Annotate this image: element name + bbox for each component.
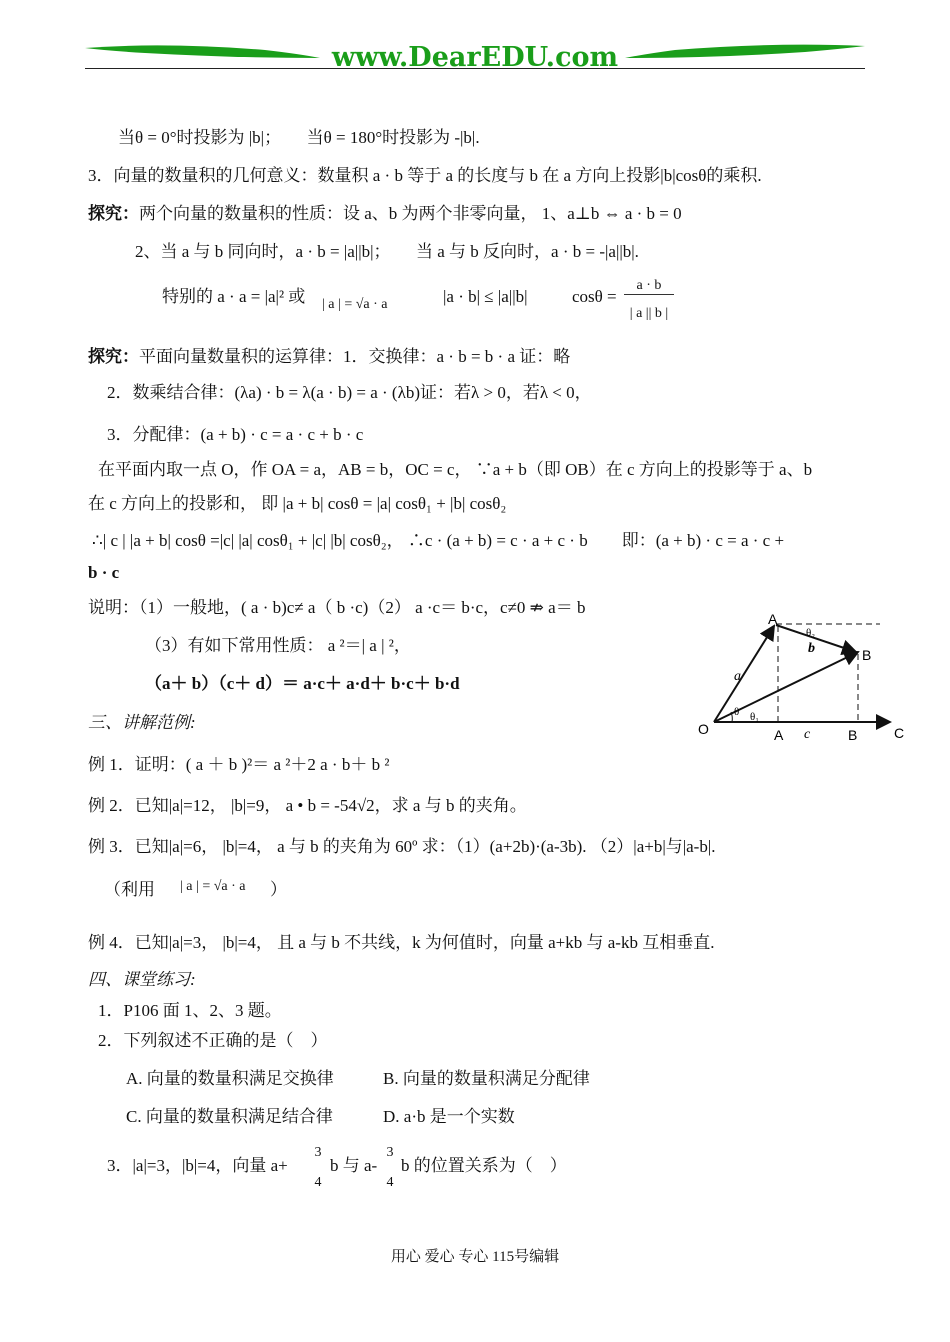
projection-diagram — [698, 612, 908, 747]
header-rule — [85, 68, 865, 69]
practice-3-part1: 3．|a|=3，|b|=4，向量 a+ — [107, 1156, 288, 1175]
cauchy-inequality: |a · b| ≤ |a||b| — [443, 287, 528, 306]
explore-heading-2: 探究： — [88, 347, 139, 366]
foot-b-label: B — [848, 727, 858, 743]
line-commutative: 平面向量数量积的运算律：1．交换律：a · b = b · a 证：略 — [139, 347, 571, 366]
line-projection-sum: 在 c 方向上的投影和， 即 |a + b| cosθ = |a| cosθ₁ + |b| cosθ₂ — [88, 494, 507, 513]
line-distributive: 3．分配律：(a + b) · c = a · c + b · c — [107, 425, 364, 444]
line-proof-setup: 在平面内取一点 O，作 OA = a，AB = b，OC = c， ∵a + b（即 OB）在 c 方向上的投影等于 a、b — [98, 460, 813, 479]
hint-prefix: （利用 — [104, 880, 155, 899]
cos-label: cosθ = — [572, 287, 617, 306]
header-site-text: www.DearEDU.com — [331, 42, 619, 73]
line-associative: 2．数乘结合律：(λa) · b = λ(a · b) = a · (λb)证：若λ > 0，若λ < 0， — [107, 383, 592, 402]
section-examples: 三、讲解范例: — [88, 713, 196, 732]
vector-c-label: c — [804, 727, 811, 742]
practice-2: 2．下列叙述不正确的是（ ） — [98, 1031, 328, 1050]
line-expansion: （a＋ b）（c＋ d）＝ a·c＋ a·d＋ b·c＋ b·d — [145, 674, 460, 693]
point-c: C — [894, 725, 905, 741]
footer-text: 用心 爱心 专心 115号编辑 — [390, 1249, 560, 1265]
fraction-num-2: 3 — [386, 1145, 394, 1160]
line-proof-conclusion-end: b · c — [88, 563, 120, 582]
point-b: B — [862, 647, 872, 663]
modulus-formula: | a | = √a · a — [322, 297, 388, 312]
option-b: B. 向量的数量积满足分配律 — [383, 1069, 590, 1088]
example-1: 例 1．证明：( a ＋ b )²＝ a ²＋2 a · b＋ b ² — [88, 755, 390, 774]
option-d: D. a·b 是一个实数 — [383, 1107, 515, 1126]
theta2-label: θ₂ — [806, 627, 816, 639]
hint-formula: | a | = √a · a — [180, 879, 246, 894]
theta1-label: θ₁ — [750, 711, 760, 723]
line-properties: 两个向量的数量积的性质：设 a、b 为两个非零向量， 1、a⊥b ⇔ a · b = 0 — [139, 204, 682, 223]
practice-1: 1．P106 面 1、2、3 题。 — [98, 1001, 282, 1020]
vector-a-label: a — [734, 669, 741, 684]
line-special-case: 特别的 a · a = |a|² 或 — [162, 287, 306, 306]
point-a: A — [768, 612, 778, 627]
line-geometric-meaning: 3．向量的数量积的几何意义：数量积 a · b 等于 a 的长度与 b 在 a 方向上投影|b|cosθ的乘积. — [88, 166, 762, 185]
option-a: A. 向量的数量积满足交换律 — [126, 1069, 334, 1088]
vector-b-line — [776, 625, 856, 652]
line-same-direction: 2、当 a 与 b 同向时，a · b = |a||b|； 当 a 与 b 反向时，a · b = -|a||b|. — [135, 242, 639, 261]
example-3: 例 3．已知|a|=6， |b|=4， a 与 b 的夹角为 60º 求：（1）(a+2b)·(a-3b). （2）|a+b|与|a-b|. — [88, 837, 716, 856]
practice-3-part3: b 的位置关系为（ ） — [401, 1156, 567, 1175]
example-4: 例 4．已知|a|=3， |b|=4， 且 a 与 b 不共线，k 为何值时，向量 a+kb 与 a-kb 互相垂直. — [88, 933, 715, 952]
option-c: C. 向量的数量积满足结合律 — [126, 1107, 333, 1126]
vector-b-label: b — [808, 641, 815, 656]
line-remark-1: 说明：（1）一般地，( a · b)c≠ a（ b ·c)（2） a ·c＝ b·c，c≠0 ⇏ a＝ b — [88, 598, 586, 617]
line-proof-conclusion: ∴| c | |a + b| cosθ =|c| |a| cosθ₁ + |c| |b| cosθ₂， ∴c · (a + b) = c · a + c · b 即：(a + b) · c = a · c + — [92, 531, 785, 550]
example-2: 例 2．已知|a|=12， |b|=9， a • b = -54√2，求 a 与 b 的夹角。 — [88, 796, 527, 815]
point-o: O — [698, 721, 709, 737]
section-practice: 四、课堂练习: — [88, 970, 196, 989]
explore-heading: 探究： — [88, 204, 139, 223]
theta-label: θ — [734, 706, 740, 718]
fraction-den-1: 4 — [314, 1175, 322, 1190]
practice-3-part2: b 与 a- — [330, 1156, 378, 1175]
line-remark-3: （3）有如下常用性质： a ²＝| a | ²， — [145, 636, 411, 655]
foot-a-label: A — [774, 727, 784, 743]
line-projection: 当θ = 0°时投影为 |b|； 当θ = 180°时投影为 -|b|. — [118, 128, 480, 147]
fraction-num-1: 3 — [314, 1145, 322, 1160]
cos-denominator: | a || b | — [629, 306, 669, 321]
cos-numerator: a · b — [624, 278, 674, 295]
hint-suffix: ） — [270, 880, 287, 899]
fraction-den-2: 4 — [386, 1175, 394, 1190]
